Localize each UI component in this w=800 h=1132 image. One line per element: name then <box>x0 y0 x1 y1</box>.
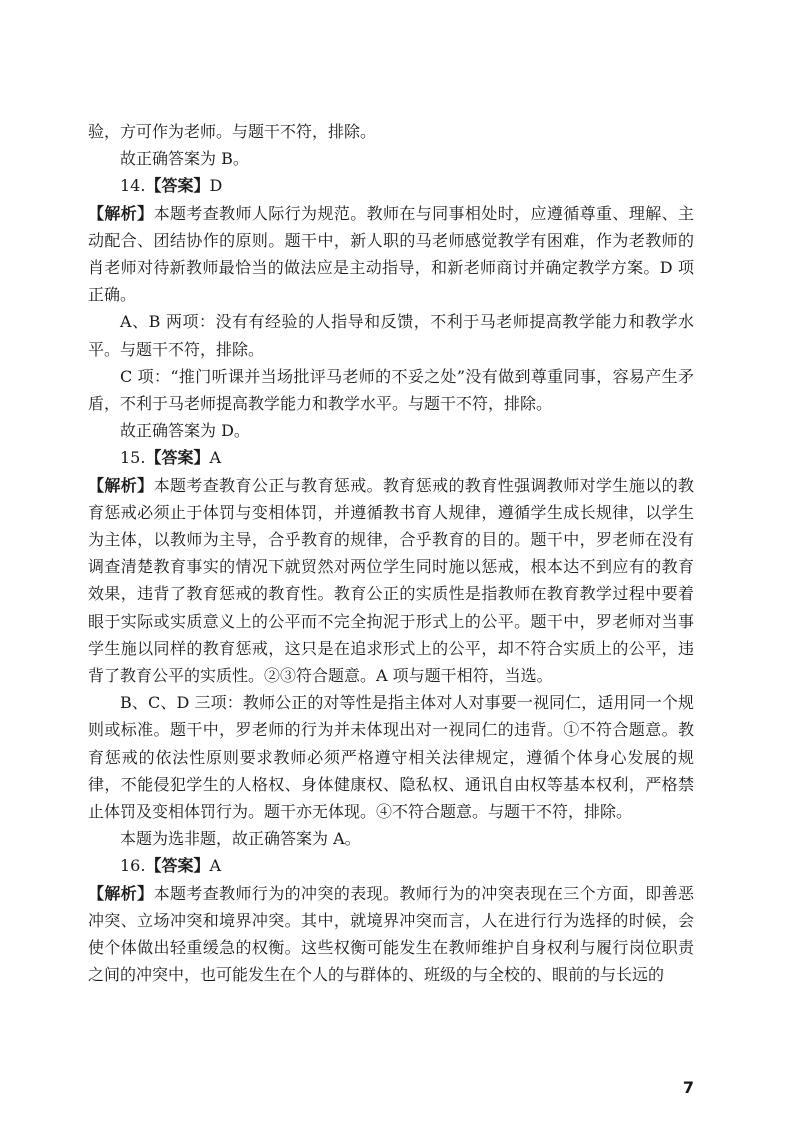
answer-tag: 【答案】 <box>145 448 210 468</box>
answer-conclusion-15: 本题为选非题，故正确答案为 A。 <box>120 829 361 849</box>
answer-value: A <box>209 856 222 876</box>
analysis-text: 本题考查教师人际行为规范。教师在与同事相处时，应遵循尊重、理解、主动配合、团结协作的原则。题干中，新人职的马老师感觉教学有困难，作为老教师的肖老师对待新教师最恰当的做法应是主动指导，和新老师商讨并确定教学方案。D 项正确。 <box>88 203 694 305</box>
page-content <box>88 118 694 989</box>
question-number: 16. <box>120 856 146 876</box>
option-explanation-ab-14: A、B 两项：没有有经验的人指导和反馈，不利于马老师提高教学能力和教学水平。与题干不符，排除。 <box>88 312 694 359</box>
question-number: 14. <box>120 176 146 196</box>
answer-value: D <box>209 176 223 196</box>
analysis-tag: 【解析】 <box>88 475 154 495</box>
answer-tag: 【答案】 <box>145 856 210 876</box>
question-number: 15. <box>120 448 146 468</box>
option-explanation-c-14: C 项：“推门听课并当场批评马老师的不妥之处”没有做到尊重同事，容易产生矛盾，不利于马老师提高教学能力和教学水平。与题干不符，排除。 <box>88 366 694 414</box>
analysis-paragraph-15 <box>88 472 694 690</box>
answer-line-15 <box>88 444 694 471</box>
answer-line-14 <box>88 172 694 199</box>
answer-tag: 【答案】 <box>145 176 210 196</box>
answer-conclusion-13: 故正确答案为 B。 <box>120 149 249 169</box>
analysis-tag: 【解析】 <box>88 203 154 223</box>
analysis-text: 本题考查教育公正与教育惩戒。教育惩戒的教育性强调教师对学生施以的教育惩戒必须止于体罚与变相体罚，并遵循教书育人规律，遵循学生成长规律，以学生为主体，以教师为主导，合乎教育的规律，合乎教育的目的。题干中，罗老师在没有调查清楚教育事实的情况下就贸然对两位学生同时施以惩戒，根本达不到应有的教育效果，违背了教育惩戒的教育性。教育公正的实质性是指教师在教育教学过程中要着眼于实际或实质意义上的公平而不完全拘泥于形式上的公平。题干中，罗老师对当事学生施以同样的教育惩戒，这只是在追求形式上的公平，却不符合实质上的公平，违背了教育公平的实质性。②③符合题意。A 项与题干相符，当选。 <box>88 475 694 686</box>
continued-paragraph: 验，方可作为老师。与题干不符，排除。 <box>88 122 377 141</box>
analysis-paragraph-16 <box>88 880 694 989</box>
answer-conclusion-14: 故正确答案为 D。 <box>120 421 250 441</box>
answer-line-16 <box>88 852 694 879</box>
analysis-text: 本题考查教师行为的冲突的表现。教师行为的冲突表现在三个方面，即善恶冲突、立场冲突和境界冲突。其中，就境界冲突而言，人在进行行为选择的时候，会使个体做出轻重缓急的权衡。这些权衡可能发生在教师维护自身权利与履行岗位职责之间的冲突中，也可能发生在个人的与群体的、班级的与全校的、眼前的与长远的 <box>88 883 694 985</box>
analysis-paragraph-14 <box>88 200 694 309</box>
answer-value: A <box>209 448 222 468</box>
option-explanation-bcd-15: B、C、D 三项：教师公正的对等性是指主体对人对事要一视同仁，适用同一个规则或标准。题干中，罗老师的行为并未体现出对一视同仁的违背。①不符合题意。教育惩戒的依法性原则要求教师必须严格遵守相关法律规定，遵循个体身心发展的规律，不能侵犯学生的人格权、身体健康权、隐私权、通讯自由权等基本权利，严格禁止体罚及变相体罚行为。题干亦无体现。④不符合题意。与题干不符，排除。 <box>88 693 694 822</box>
page-number: 7 <box>682 1078 694 1097</box>
analysis-tag: 【解析】 <box>88 883 154 903</box>
